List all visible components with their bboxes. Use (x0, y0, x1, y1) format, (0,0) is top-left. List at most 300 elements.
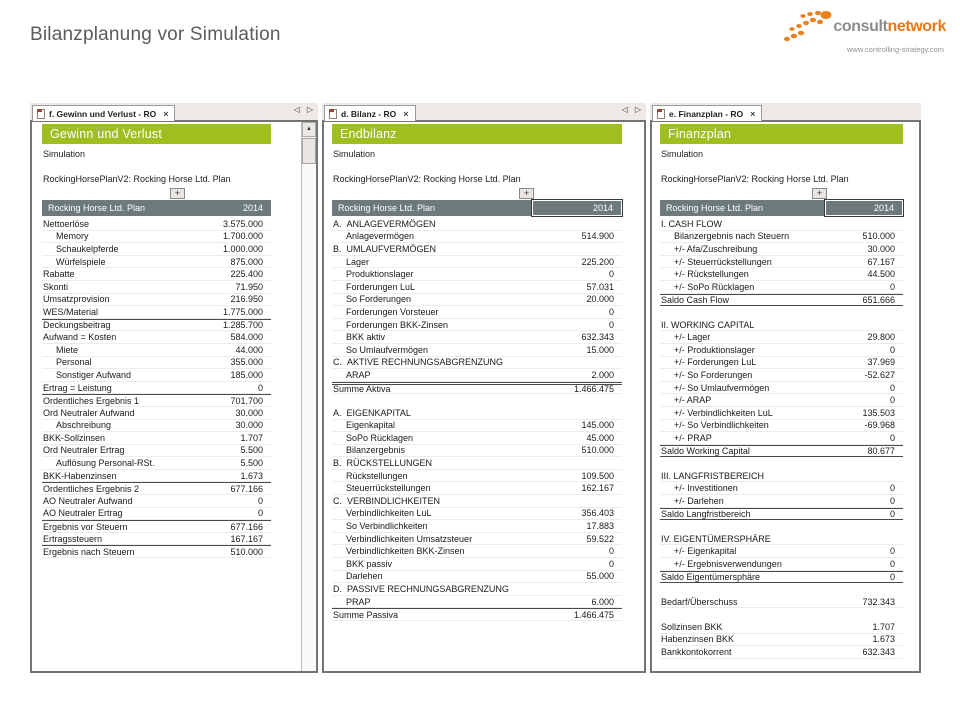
tab-label: e. Finanzplan - RO (669, 108, 744, 119)
row-label: Saldo Cash Flow (661, 294, 730, 305)
row-value: 0 (889, 508, 895, 519)
tab-bar (322, 103, 646, 120)
row-label: Schaukelpferde (56, 243, 119, 254)
row-label: +/- Eigenkapital (674, 546, 737, 557)
row-value: 0 (889, 432, 895, 443)
row-label: Aufwand = Kosten (43, 332, 117, 343)
table-row (42, 482, 271, 495)
row-label: Saldo Working Capital (661, 445, 750, 456)
row-label: WES/Material (43, 306, 99, 317)
table-row (42, 432, 271, 445)
table-row (660, 646, 903, 659)
row-label: Steuerrückstellungen (346, 483, 431, 494)
report-title-bar: Endbilanz (332, 124, 622, 144)
expand-columns-button[interactable]: + (170, 188, 185, 199)
table-row (42, 407, 271, 420)
row-label: PRAP (346, 596, 371, 607)
table-row (660, 621, 903, 634)
row-label: II. WORKING CAPITAL (661, 319, 755, 330)
report-table-body (332, 218, 622, 621)
row-value: 0 (608, 546, 614, 557)
row-value: 0 (889, 281, 895, 292)
row-value: 510.000 (862, 231, 895, 242)
table-row (332, 482, 622, 495)
table-row (42, 281, 271, 294)
row-value: 71.950 (235, 281, 263, 292)
table-row (332, 218, 622, 231)
row-label: BKK aktiv (346, 332, 386, 343)
row-value: 356.403 (581, 508, 614, 519)
table-row (332, 508, 622, 521)
row-label: Umsatzprovision (43, 294, 110, 305)
tab-scroll-right-icon[interactable]: ▷ (634, 105, 641, 114)
row-value: 0 (608, 558, 614, 569)
row-label: Habenzinsen BKK (661, 634, 735, 645)
row-value: 651.666 (862, 294, 895, 305)
row-label: III. LANGFRISTBEREICH (661, 470, 765, 481)
row-label: Eigenkapital (346, 420, 396, 431)
row-label: Ord Neutraler Ertrag (43, 445, 125, 456)
column-header-year[interactable]: 2014 (242, 203, 263, 213)
simulation-label: Simulation (43, 149, 86, 159)
row-value: 510.000 (581, 445, 614, 456)
plan-name: RockingHorsePlanV2: Rocking Horse Ltd. Plan (333, 174, 521, 184)
row-label: Summe Aktiva (333, 384, 391, 395)
row-label: Darlehen (346, 571, 383, 582)
row-label: B. RÜCKSTELLUNGEN (333, 458, 433, 469)
row-label: +/- ARAP (674, 395, 712, 406)
table-row (42, 243, 271, 256)
row-spacer (660, 457, 903, 470)
table-row (42, 306, 271, 319)
row-label: Sollzinsen BKK (661, 621, 723, 632)
row-value: 135.503 (862, 407, 895, 418)
scrollbar-thumb[interactable] (302, 138, 316, 164)
row-label: Ord Neutraler Aufwand (43, 407, 135, 418)
simulation-label: Simulation (661, 149, 704, 159)
row-label: Verbindlichkeiten Umsatzsteuer (346, 533, 473, 544)
row-label: Würfelspiele (56, 256, 106, 267)
report-table-body (42, 218, 271, 558)
row-label: B. UMLAUFVERMÖGEN (333, 243, 437, 254)
panel-gewinn-und-verlust (30, 103, 318, 673)
row-value: 37.969 (867, 357, 895, 368)
row-label: So Umlaufvermögen (346, 344, 429, 355)
table-row (660, 394, 903, 407)
row-value: 1.673 (872, 634, 895, 645)
vertical-scrollbar[interactable] (301, 122, 316, 671)
row-label: A. ANLAGEVERMÖGEN (333, 218, 436, 229)
row-label: Anlagevermögen (346, 231, 415, 242)
row-label: +/- Forderungen LuL (674, 357, 757, 368)
column-header-plan: Rocking Horse Ltd. Plan (48, 203, 146, 213)
table-row (660, 231, 903, 244)
row-value: 216.950 (230, 294, 263, 305)
row-value: 0 (889, 382, 895, 393)
row-value: 225.200 (581, 256, 614, 267)
row-value: 2.000 (591, 369, 614, 380)
row-label: +/- Lager (674, 332, 711, 343)
table-row (332, 357, 622, 370)
row-value: 109.500 (581, 470, 614, 481)
row-value: 1.466.475 (573, 384, 614, 395)
table-row (332, 319, 622, 332)
table-row (332, 596, 622, 609)
table-row (42, 256, 271, 269)
report-title-bar: Finanzplan (660, 124, 903, 144)
table-row (332, 331, 622, 344)
table-row (660, 319, 903, 332)
row-label: +/- So Umlaufvermögen (674, 382, 770, 393)
row-label: So Verbindlichkeiten (346, 521, 428, 532)
table-row (660, 243, 903, 256)
table-row (660, 571, 903, 584)
row-label: Forderungen BKK-Zinsen (346, 319, 449, 330)
row-label: AO Neutraler Aufwand (43, 495, 133, 506)
row-value: 1.285.700 (222, 320, 263, 331)
logo-dots-icon (781, 10, 833, 44)
table-row (332, 407, 622, 420)
simulation-label: Simulation (333, 149, 376, 159)
tab-close-icon[interactable]: × (403, 108, 409, 119)
logo-wordmark: consultnetwork (833, 18, 946, 35)
row-value: 677.166 (230, 483, 263, 494)
table-row (332, 306, 622, 319)
row-value: -69.968 (864, 420, 895, 431)
table-row (42, 470, 271, 483)
column-header-plan: Rocking Horse Ltd. Plan (338, 203, 436, 213)
document-icon (329, 109, 337, 119)
table-row (332, 545, 622, 558)
document-icon (657, 109, 665, 119)
table-row (332, 520, 622, 533)
row-label: So Forderungen (346, 294, 412, 305)
table-row (332, 243, 622, 256)
row-value: 0 (889, 571, 895, 582)
table-row (42, 495, 271, 508)
row-label: +/- PRAP (674, 432, 712, 443)
row-label: Verbindlichkeiten LuL (346, 508, 432, 519)
row-value: 1.466.475 (573, 609, 614, 620)
table-row (660, 545, 903, 558)
table-row (332, 583, 622, 596)
row-value: 1.000.000 (222, 243, 263, 254)
table-row (42, 520, 271, 533)
row-label: Lager (346, 256, 370, 267)
column-header-year[interactable]: 2014 (532, 200, 622, 216)
table-header (332, 200, 622, 216)
row-label: +/- So Forderungen (674, 369, 753, 380)
row-value: 57.031 (586, 281, 614, 292)
row-label: Forderungen Vorsteuer (346, 306, 439, 317)
table-row (42, 369, 271, 382)
table-row (660, 281, 903, 294)
table-row (332, 571, 622, 584)
row-value: -52.627 (864, 369, 895, 380)
table-row (660, 508, 903, 521)
row-spacer (660, 583, 903, 596)
table-row (660, 445, 903, 458)
row-value: 0 (608, 306, 614, 317)
row-label: Verbindlichkeiten BKK-Zinsen (346, 546, 465, 557)
table-row (332, 231, 622, 244)
row-label: Saldo Langfristbereich (661, 508, 751, 519)
row-value: 0 (889, 395, 895, 406)
table-row (42, 445, 271, 458)
table-row (660, 420, 903, 433)
row-label: Forderungen LuL (346, 281, 416, 292)
row-value: 632.343 (862, 646, 895, 657)
row-spacer (660, 520, 903, 533)
row-label: +/- Investitionen (674, 483, 738, 494)
row-label: +/- Produktionslager (674, 344, 755, 355)
row-value: 732.343 (862, 596, 895, 607)
expand-columns-button[interactable]: + (519, 188, 534, 199)
row-label: Abschreibung (56, 420, 112, 431)
row-value: 1.700.000 (222, 231, 263, 242)
expand-columns-button[interactable]: + (812, 188, 827, 199)
table-row (42, 294, 271, 307)
table-row (42, 545, 271, 558)
panel-finanzplan (650, 103, 921, 673)
table-row (332, 533, 622, 546)
report-content (30, 120, 318, 673)
table-row (42, 218, 271, 231)
row-label: BKK-Habenzinsen (43, 470, 117, 481)
row-value: 1.707 (240, 432, 263, 443)
row-label: Ergebnis nach Steuern (43, 546, 135, 557)
row-label: Ertragssteuern (43, 533, 103, 544)
tab-label: f. Gewinn und Verlust - RO (49, 108, 157, 119)
row-label: BKK passiv (346, 558, 393, 569)
row-label: Summe Passiva (333, 609, 399, 620)
row-value: 677.166 (230, 521, 263, 532)
row-spacer (332, 394, 622, 407)
report-content (322, 120, 646, 673)
row-value: 701.700 (230, 395, 263, 406)
table-row (42, 508, 271, 521)
row-value: 15.000 (586, 344, 614, 355)
row-label: +/- Ergebnisverwendungen (674, 558, 782, 569)
row-value: 1.707 (872, 621, 895, 632)
row-value: 0 (889, 495, 895, 506)
tab-scroll-right-icon[interactable]: ▷ (306, 105, 313, 114)
table-row (660, 344, 903, 357)
table-row (42, 382, 271, 395)
report-table-body (660, 218, 903, 659)
row-label: +/- So Verbindlichkeiten (674, 420, 769, 431)
panel-endbilanz (322, 103, 646, 673)
table-row (660, 256, 903, 269)
row-label: Ertrag = Leistung (43, 382, 112, 393)
row-value: 185.000 (230, 369, 263, 380)
table-header (42, 200, 271, 216)
row-value: 0 (257, 495, 263, 506)
column-header-plan: Rocking Horse Ltd. Plan (666, 203, 764, 213)
row-label: SoPo Rücklagen (346, 432, 414, 443)
row-label: Bankkontokorrent (661, 646, 732, 657)
row-spacer (660, 608, 903, 621)
document-icon (37, 109, 45, 119)
row-value: 0 (608, 319, 614, 330)
table-row (42, 344, 271, 357)
row-value: 1.775.000 (222, 306, 263, 317)
table-row (660, 533, 903, 546)
table-row (660, 407, 903, 420)
row-value: 225.400 (230, 269, 263, 280)
row-value: 0 (889, 483, 895, 494)
row-value: 0 (608, 269, 614, 280)
table-header (660, 200, 903, 216)
row-value: 584.000 (230, 332, 263, 343)
row-value: 3.575.000 (222, 218, 263, 229)
plan-name: RockingHorsePlanV2: Rocking Horse Ltd. Plan (43, 174, 231, 184)
row-label: D. PASSIVE RECHNUNGSABGRENZUNG (333, 584, 509, 595)
row-value: 67.167 (867, 256, 895, 267)
row-label: Bedarf/Überschuss (661, 596, 738, 607)
row-label: Ordentliches Ergebnis 2 (43, 483, 140, 494)
row-value: 162.167 (581, 483, 614, 494)
row-value: 514.900 (581, 231, 614, 242)
table-row (332, 445, 622, 458)
row-value: 0 (889, 546, 895, 557)
column-header-year[interactable]: 2014 (825, 200, 903, 216)
tab-label: d. Bilanz - RO (341, 108, 397, 119)
table-row (660, 218, 903, 231)
tab-finanzplan[interactable] (652, 105, 762, 121)
row-label: Auflösung Personal-RSt. (56, 458, 155, 469)
row-label: +/- Afa/Zuschreibung (674, 243, 758, 254)
row-value: 30.000 (235, 420, 263, 431)
row-value: 5.500 (240, 458, 263, 469)
tab-bilanz[interactable] (324, 105, 416, 121)
table-row (42, 420, 271, 433)
table-row (660, 470, 903, 483)
row-label: Memory (56, 231, 89, 242)
tab-scroll-left-icon[interactable]: ◁ (621, 105, 628, 114)
row-value: 632.343 (581, 332, 614, 343)
row-value: 6.000 (591, 596, 614, 607)
scroll-up-icon[interactable]: ▲ (302, 122, 316, 137)
tab-close-icon[interactable]: × (163, 108, 169, 119)
row-label: +/- Rückstellungen (674, 269, 749, 280)
row-spacer (660, 306, 903, 319)
row-value: 30.000 (235, 407, 263, 418)
tab-gewinn-und-verlust[interactable] (32, 105, 175, 121)
table-row (332, 281, 622, 294)
row-value: 0 (889, 558, 895, 569)
page-title: Bilanzplanung vor Simulation (30, 24, 281, 45)
row-label: Ergebnis vor Steuern (43, 521, 128, 532)
row-label: IV. EIGENTÜMERSPHÄRE (661, 533, 771, 544)
row-value: 44.000 (235, 344, 263, 355)
table-row (660, 268, 903, 281)
table-row (660, 294, 903, 307)
table-row (660, 495, 903, 508)
table-row (42, 533, 271, 546)
row-label: C. AKTIVE RECHNUNGSABGRENZUNG (333, 357, 504, 368)
table-row (332, 256, 622, 269)
row-label: A. EIGENKAPITAL (333, 407, 411, 418)
table-row (660, 634, 903, 647)
row-label: +/- Steuerrückstellungen (674, 256, 772, 267)
row-label: Bilanzergebnis nach Steuern (674, 231, 790, 242)
plan-name: RockingHorsePlanV2: Rocking Horse Ltd. Plan (661, 174, 849, 184)
table-row (42, 394, 271, 407)
row-label: BKK-Sollzinsen (43, 432, 106, 443)
table-row (332, 369, 622, 382)
logo-tagline: www.controlling-strategy.com (847, 45, 944, 54)
table-row (660, 382, 903, 395)
table-row (332, 294, 622, 307)
row-value: 44.500 (867, 269, 895, 280)
row-value: 17.883 (586, 521, 614, 532)
row-label: AO Neutraler Ertrag (43, 508, 123, 519)
tab-scroll-left-icon[interactable]: ◁ (293, 105, 300, 114)
row-value: 0 (257, 508, 263, 519)
table-row (660, 596, 903, 609)
row-label: Personal (56, 357, 92, 368)
row-label: +/- Darlehen (674, 495, 724, 506)
table-row (332, 470, 622, 483)
row-value: 30.000 (867, 243, 895, 254)
row-label: I. CASH FLOW (661, 218, 723, 229)
table-row (42, 457, 271, 470)
table-row (660, 357, 903, 370)
row-value: 59.522 (586, 533, 614, 544)
row-value: 45.000 (586, 432, 614, 443)
row-label: +/- SoPo Rücklagen (674, 281, 755, 292)
table-row (332, 344, 622, 357)
row-label: Rückstellungen (346, 470, 408, 481)
table-row (332, 608, 622, 621)
table-row (42, 357, 271, 370)
table-row (332, 268, 622, 281)
row-value: 875.000 (230, 256, 263, 267)
tab-close-icon[interactable]: × (750, 108, 756, 119)
tab-bar (650, 103, 921, 120)
row-label: Nettoerlöse (43, 218, 90, 229)
table-row (660, 432, 903, 445)
table-row (332, 495, 622, 508)
table-row (42, 331, 271, 344)
table-row (42, 268, 271, 281)
row-value: 145.000 (581, 420, 614, 431)
table-row (332, 457, 622, 470)
row-value: 5.500 (240, 445, 263, 456)
row-label: Produktionslager (346, 269, 414, 280)
row-value: 55.000 (586, 571, 614, 582)
table-row (660, 482, 903, 495)
row-label: Miete (56, 344, 79, 355)
table-row (42, 231, 271, 244)
row-value: 0 (889, 344, 895, 355)
row-label: Rabatte (43, 269, 75, 280)
row-value: 80.677 (867, 445, 895, 456)
table-row (332, 558, 622, 571)
row-value: 355.000 (230, 357, 263, 368)
tab-bar (30, 103, 318, 120)
row-label: Sonstiger Aufwand (56, 369, 132, 380)
report-content (650, 120, 921, 673)
report-title-bar: Gewinn und Verlust (42, 124, 271, 144)
row-label: ARAP (346, 369, 371, 380)
row-label: Skonti (43, 281, 69, 292)
table-row (332, 382, 622, 395)
table-row (332, 432, 622, 445)
table-row (332, 420, 622, 433)
table-row (660, 369, 903, 382)
